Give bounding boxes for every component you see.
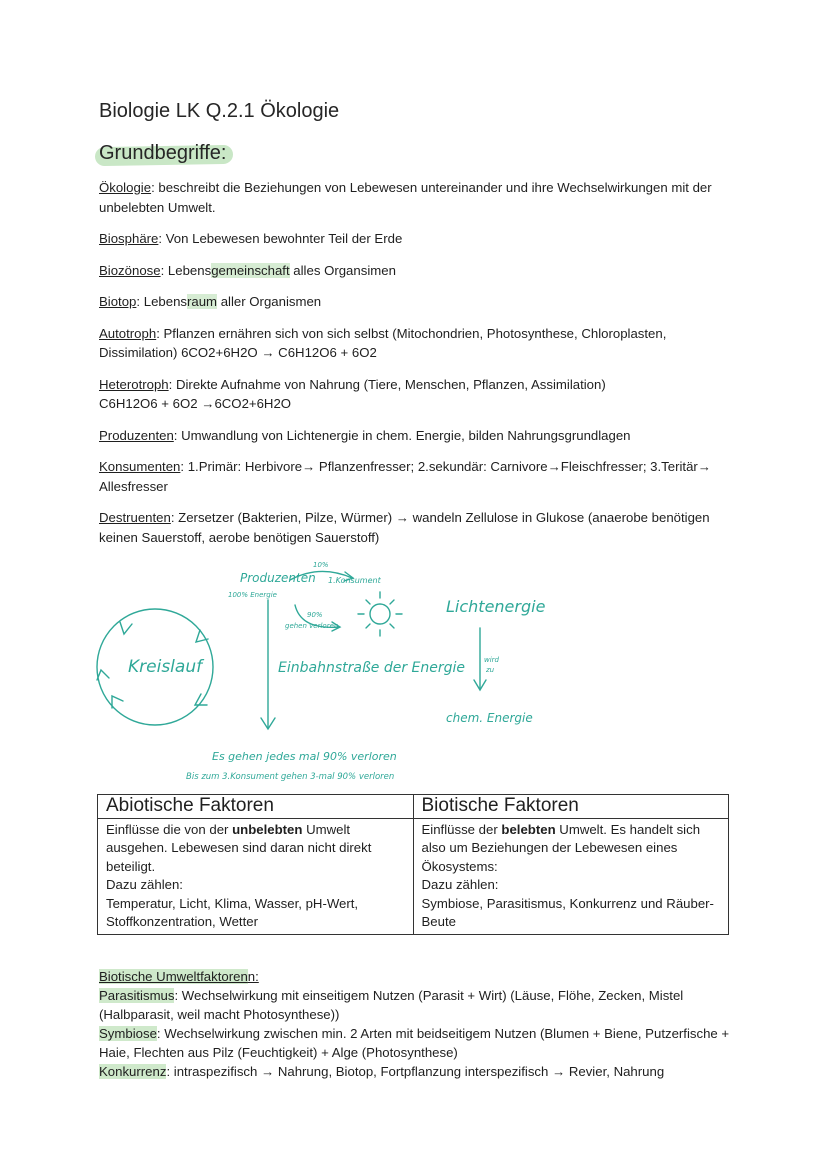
- term-destruenten: Destruenten: [99, 510, 171, 525]
- cell-text: Temperatur, Licht, Klima, Wasser, pH-Wert, Stoffkonzentration, Wetter: [106, 895, 359, 929]
- label-kreislauf: Kreislauf: [128, 657, 203, 677]
- definition-text: : Von Lebewesen bewohnter Teil der Erde: [158, 231, 403, 246]
- bio-heading: [99, 967, 739, 986]
- definition-text: : Direkte Aufnahme von Nahrung (Tiere, Menschen, Pflanzen, Assimilation): [168, 376, 606, 392]
- cycle-arrow-icon: [120, 622, 132, 634]
- definition-text: alles Organsimen: [289, 262, 396, 278]
- highlighted-word: gemeinschaft: [211, 262, 290, 278]
- term-heterotroph: Heterotroph: [99, 376, 169, 392]
- cell-text: Symbiose, Parasitismus, Konkurrenz und Räuber-Beute: [421, 895, 714, 929]
- label-wird: wird: [484, 656, 499, 664]
- term-konsumenten: Konsumenten: [99, 459, 181, 474]
- heading-suffix: n:: [247, 969, 259, 984]
- item-parasitismus: [99, 986, 739, 1024]
- bold-word: belebten: [501, 821, 556, 837]
- label-gehen-verloren: gehen verloren: [285, 622, 339, 630]
- document-title: Biologie LK Q.2.1 Ökologie: [99, 100, 340, 122]
- item-konkurrenz: [99, 1062, 739, 1081]
- definition-text: : Lebens: [136, 294, 187, 309]
- label-verloren-90: 90%: [307, 611, 323, 619]
- cell-text: Dazu zählen:: [421, 877, 499, 892]
- label-chem-energie: chem. Energie: [446, 711, 533, 725]
- section-heading-grundbegriffe: [99, 142, 227, 165]
- table-header-row: [98, 795, 729, 819]
- definition-text: : Lebens: [160, 262, 212, 278]
- note-verloren: Es gehen jedes mal 90% verloren: [212, 750, 397, 763]
- term-biozoenose: Biozönose: [99, 262, 161, 278]
- term-oekologie: Ökologie: [99, 180, 152, 195]
- definition-text: : Zersetzer (Bakterien, Pilze, Würmer) → wandeln Zellulose in Glukose (anaerobe benötigen keinen Sauerstoff, aerobe benötigen Sauerstoff): [99, 510, 710, 545]
- cell-text: Dazu zählen:: [106, 877, 183, 892]
- label-energie-100: 100% Energie: [228, 591, 277, 599]
- highlighted-word: raum: [187, 294, 218, 309]
- term-parasitismus: Parasitismus: [99, 988, 175, 1003]
- definition-text: : beschreibt die Beziehungen von Lebewesen untereinander und ihre Wechselwirkungen mit der unbelebten Umwelt.: [99, 180, 712, 215]
- label-einbahnstrasse: Einbahnstraße der Energie: [278, 660, 466, 676]
- equation-text: C6H12O6 + 6O2 →6CO2+6H2O: [99, 396, 292, 411]
- cycle-arrow-icon: [112, 696, 123, 708]
- item-text: : intraspezifisch → Nahrung, Biotop, Fortpflanzung interspezifisch → Revier, Nahrung: [166, 1064, 665, 1079]
- definition-text: : Umwandlung von Lichtenergie in chem. Energie, bilden Nahrungsgrundlagen: [173, 427, 631, 443]
- label-konsument-1: 1.Konsument: [328, 576, 381, 585]
- cell-text: Umwelt. Es handelt sich also um Beziehungen der Lebewesen eines Ökosystems:: [421, 821, 701, 874]
- term-symbiose: Symbiose: [99, 1026, 157, 1041]
- header-abiotisch: Abiotische Faktoren: [98, 795, 414, 819]
- term-autotroph: Autotroph: [99, 325, 157, 341]
- item-text: : Wechselwirkung zwischen min. 2 Arten mit beidseitigem Nutzen (Blumen + Biene, Putzerfische + Haie, Flechten aus Pilz (Feuchtigkeit) + Alge (Photosynthese): [99, 1026, 730, 1060]
- term-biosphaere: Biosphäre: [99, 231, 159, 246]
- term-produzenten: Produzenten: [99, 427, 174, 443]
- factors-table: [97, 794, 729, 935]
- bold-word: unbelebten: [232, 821, 303, 837]
- cell-text: Einflüsse die von der: [106, 821, 233, 837]
- item-text: : Wechselwirkung mit einseitigem Nutzen (Parasit + Wirt) (Läuse, Flöhe, Zecken, Mistel (Halbparasit, weil macht Photosynthese)): [99, 988, 684, 1022]
- label-lichtenergie: Lichtenergie: [446, 597, 546, 616]
- note-3-konsument: Bis zum 3.Konsument gehen 3-mal 90% verloren: [186, 772, 395, 782]
- label-zu: zu: [486, 666, 495, 674]
- definition-text: aller Organismen: [217, 294, 322, 309]
- sun-icon: [370, 604, 390, 624]
- cell-biotisch: [413, 818, 729, 934]
- cell-abiotisch: [98, 818, 414, 934]
- item-symbiose: [99, 1024, 739, 1062]
- heading-highlight: Biotische Umweltfaktoren: [99, 969, 248, 984]
- cell-text: Umwelt ausgehen. Lebewesen sind daran nicht direkt beteiligt.: [106, 821, 372, 874]
- label-percent-10: 10%: [313, 561, 329, 569]
- definition-text: : 1.Primär: Herbivore→ Pflanzenfresser; 2.sekundär: Carnivore→Fleischfresser; 3.Teritär→ Allesfresser: [99, 459, 711, 494]
- cell-text: Einflüsse der: [421, 821, 502, 837]
- biotic-env-factors: [99, 967, 739, 1081]
- definition-text: : Pflanzen ernähren sich von sich selbst (Mitochondrien, Photosynthese, Chloroplasten, Dissimilation) 6CO2+6H2O → C6H12O6 + 6O2: [99, 325, 667, 360]
- label-produzenten: Produzenten: [240, 571, 316, 585]
- header-biotisch: Biotische Faktoren: [413, 795, 729, 819]
- term-biotop: Biotop: [99, 294, 137, 309]
- table-row: [98, 818, 729, 934]
- section-heading-text: Grundbegriffe:: [99, 142, 227, 164]
- term-konkurrenz: Konkurrenz: [99, 1064, 167, 1079]
